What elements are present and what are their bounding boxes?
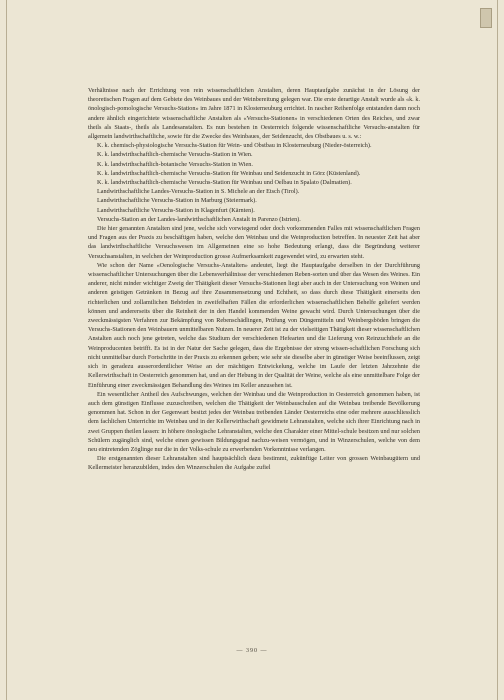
- paragraph: Die erstgenannten dieser Lehranstalten sind hauptsächlich dazu bestimmt, zukünftige Leiter von grossen Weinbaugütern und Kellermeister heranzubilden, indes den Winzerschulen die Aufgabe zufiel: [88, 455, 420, 472]
- station-list-item: K. k. chemisch-physiologische Versuchs-Station für Wein- und Obstbau in Klosterneuburg (Nieder-österreich).: [97, 142, 372, 150]
- station-list-item: K. k. landwirthschaftlich-chemische Versuchs-Station für Weinbau und Oelbau in Spalato (Dalmatien).: [97, 179, 352, 187]
- paragraph: Die hier genannten Anstalten sind jene, welche sich vorwiegend oder doch vorkommenden Falles mit wissenschaftlichen Fragen und Fragen aus der Praxis zu beschäftigen haben, welche den Weinbau und die Weinproduction betreffen. In neuester Zeit hat aber das landwirthschaftliche Versuchswesen im Allgemeinen eine so hohe Bedeutung erlangt, dass die Begründung weiterer Versuchsanstalten, in welchen der Weinproduction grosse Aufmerksamkeit zugewendet wird, zu erwarten steht.: [88, 225, 420, 260]
- station-list-item: Landwirthschaftliche Landes-Versuchs-Station in S. Michele an der Etsch (Tirol).: [97, 188, 300, 196]
- page-number: — 390 —: [236, 648, 268, 654]
- station-list-item: K. k. landwirthschaftlich-chemische Versuchs-Station in Wien.: [97, 151, 253, 159]
- paragraph: Verhältnisse nach der Errichtung von rein wissenschaftlichen Anstalten, deren Hauptaufgabe zunächst in der Lösung der theoretischen Fragen auf dem Gebiete des Weinbaues und der Weinbereitung gelegen war. Die erste derartige Anstalt wurde als «k. k. önologisch-pomologische Versuchs-Station» im Jahre 1871 in Klosterneuburg errichtet. In rascher Reihenfolge entstanden dann noch andere ähnlich eingerichtete wissenschaftliche Anstalten als «Versuchs-Stationen» in verschiedenen Orten des Reiches, und zwar theils als Staats-, theils als Landesanstalten. Es nun bestehen in Oesterreich folgende wissenschaftliche Versuchs-anstalten für allgemein landwirthschaftliche, sowie für die Zwecke des Weinbaues, der Seidenzucht, des Obstbaues u. s. w.:: [88, 87, 420, 141]
- station-list-item: Landwirthschaftliche Versuchs-Station in Marburg (Steiermark).: [97, 197, 257, 205]
- page-edge-right: [497, 0, 498, 700]
- station-list-item: Landwirthschaftliche Versuchs-Station in Klagenfurt (Kärnten).: [97, 206, 255, 214]
- paragraph: Wie schon der Name «Oenologische Versuchs-Anstalten» andeutet, liegt die Hauptaufgabe derselben in der Durchführung wissenschaftlicher Untersuchungen über die Lebensverhältnisse der verschiedenen Reben-sorten und über das Wesen des Weines. Ein anderer, nicht minder wichtiger Zweig der Thätigkeit dieser Versuchs-Stationen liegt aber auch in der Untersuchung von Weinen und anderen geistigen Getränken in Bezug auf ihre Zusammensetzung und Echtheit, so dass durch diese Thätigkeit einerseits den richterlichen und zollamtlichen Behörden in zweifelhaften Fällen die erforderlichen wissenschaftlichen Behelfe geliefert werden können und andererseits über die Reinheit der in den Handel kommenden Weine gewacht wird. Durch Untersuchungen über die zweckmässigsten Verfahren zur Bekämpfung von Rebenschädlingen, Prüfung von Düngemitteln und Weinbergsböden bringen die Versuchs-Stationen den Weinbauern unmittelbaren Nutzen. In neuerer Zeit ist zu der vielseitigen Thätigkeit dieser wissenschaftlichen Anstalten auch noch jene getreten, welche das Studium der verschiedenen Hefearten und die Lieferung von Reinzuchthefe an die Weinproducenten betrifft. Es ist in der Natur der Sache gelegen, dass die Ergebnisse der streng wissen-schaftlichen Forschung sich nicht unmittelbar durch Fortschritte in der Praxis zu erkennen geben; wie sehr sie dieselbe aber in günstiger Weise beeinflussen, zeigt sich in geradezu ausserordentlicher Weise an der mächtigen Entwickelung, welche im Laufe der letzten Jahrzehnte die Kellerwirthschaft in Oesterreich genommen hat, und an der Hebung in der Qualität der Weine, welche als eine unmittelbare Folge der Einführung einer zweckmässigen Behandlung des Weines im Keller anzusehen ist.: [88, 261, 420, 389]
- paragraph: Ein wesentlicher Antheil des Aufschwunges, welchen der Weinbau und die Weinproduction in Oesterreich genommen haben, ist auch dem günstigen Einflusse zuzuschreiben, welchen die Thätigkeit der Weinbauschulen auf die Weinbau treibende Bevölkerung genommen hat. Schon in der Gegenwart besitzt jedes der Weinbau treibenden Länder Oesterreichs eine oder mehrere ausschliesslich dem fachlichen Unterrichte im Weinbau und in der Kellerwirthschaft gewidmete Lehranstalten, welche sich ihrer Einrichtung nach in zwei Gruppen theilen lassen: in höhere önologische Lehranstalten, welche den Charakter einer Mittel-schule besitzen und nur solchen Schülern zugänglich sind, welche einen gewissen Bildungsgrad nachzu-weisen vermögen, und in Winzerschulen, welche von dem neu eintretenden Zöglinge nur die in der Volks-schule zu erwerbenden Vorkenntnisse verlangen.: [88, 390, 420, 453]
- body-text: [88, 86, 420, 473]
- station-list-item: Versuchs-Station an der Landes-landwirthschaftlichen Anstalt in Parenzo (Istrien).: [97, 215, 301, 223]
- station-list-item: K. k. landwirthschaftlich-botanische Versuchs-Station in Wien.: [97, 160, 253, 168]
- binding-tab: [480, 8, 492, 28]
- station-list-item: K. k. landwirthschaftlich-chemische Versuchs-Station für Weinbau und Seidenzucht in Görz (Küstenland).: [97, 169, 361, 177]
- page-edge-left: [6, 0, 7, 700]
